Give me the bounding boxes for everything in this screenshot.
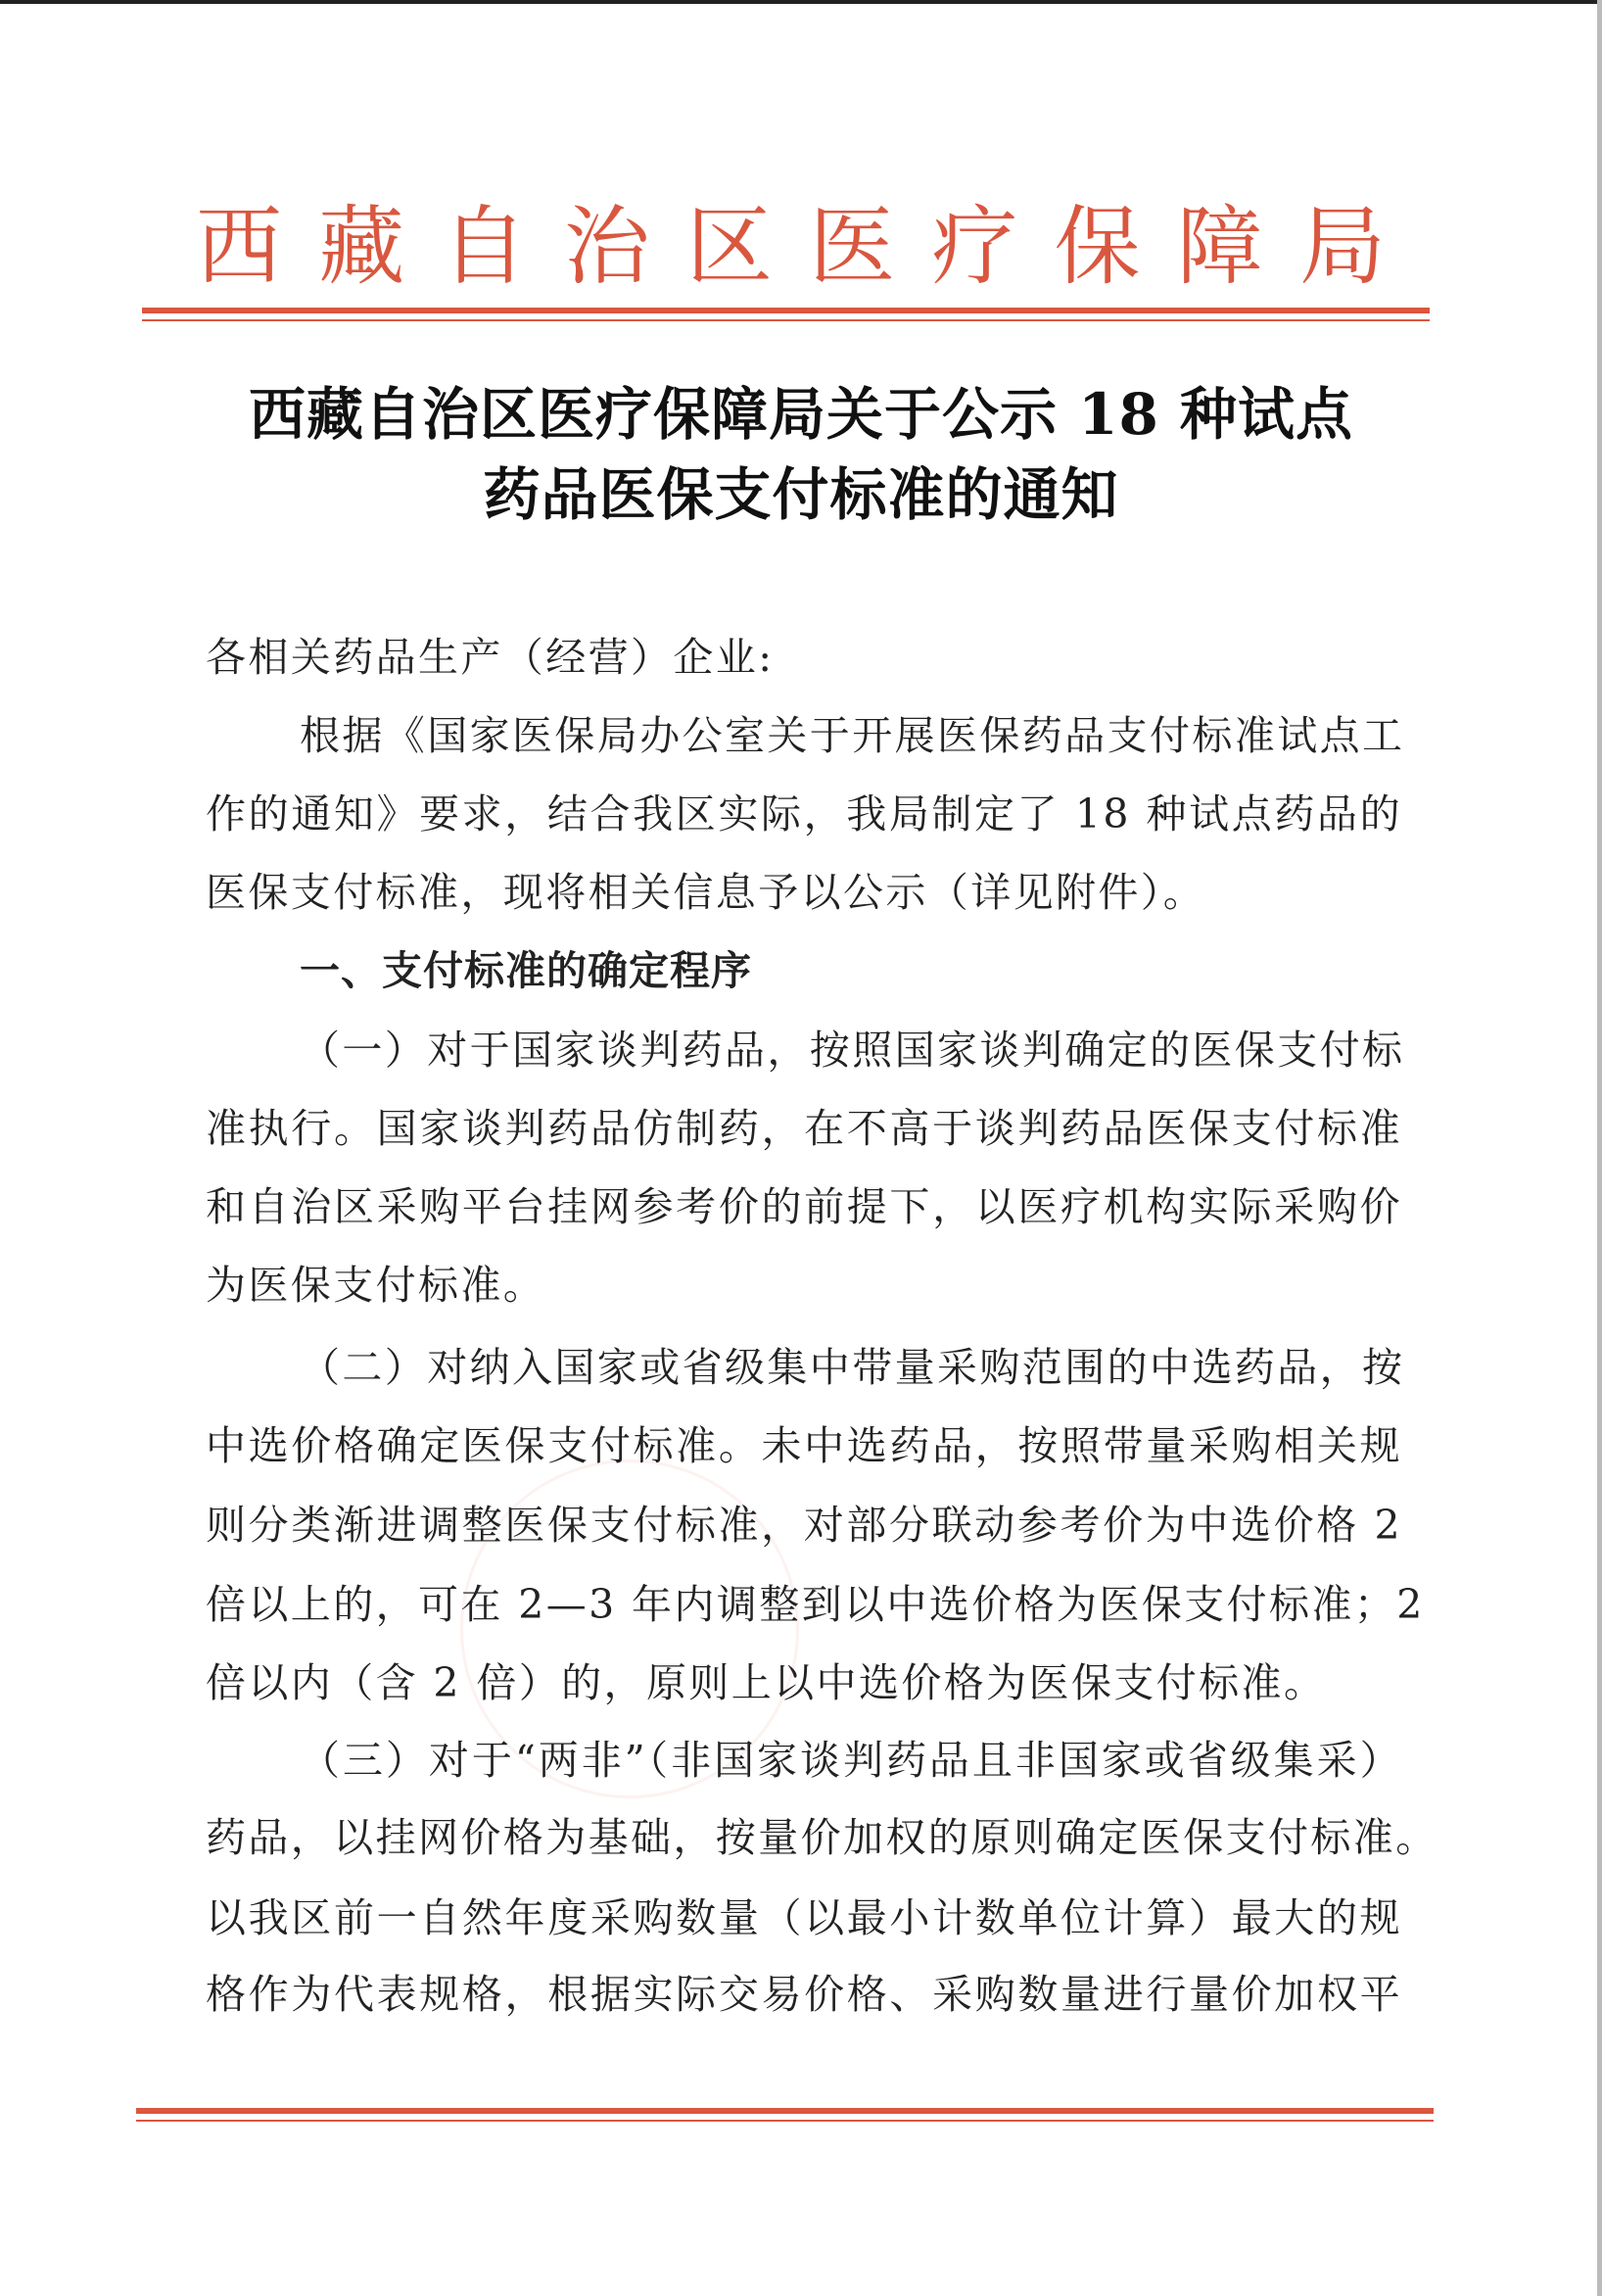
page-edge-top xyxy=(0,0,1602,4)
paragraph-line: 中选价格确定医保支付标准。未中选药品，按照带量采购相关规 xyxy=(206,1422,1402,1469)
masthead-char: 藏 xyxy=(318,196,405,297)
red-divider-thick-bottom xyxy=(136,2108,1434,2114)
paragraph-line: 作的通知》要求，结合我区实际，我局制定了 18 种试点药品的 xyxy=(206,790,1402,837)
section-heading: 一、支付标准的确定程序 xyxy=(300,947,752,994)
document-title-line-2: 药品医保支付标准的通知 xyxy=(483,461,1119,528)
paragraph-line: 倍以内（含 2 倍）的，原则上以中选价格为医保支付标准。 xyxy=(206,1659,1327,1706)
paragraph-line: 倍以上的，可在 2—3 年内调整到以中选价格为医保支付标准；2 xyxy=(206,1581,1425,1628)
red-divider-thick-top xyxy=(142,308,1430,313)
masthead-char: 治 xyxy=(563,196,650,297)
paragraph-line: （二）对纳入国家或省级集中带量采购范围的中选药品，按 xyxy=(300,1344,1405,1391)
paragraph-line: 根据《国家医保局办公室关于开展医保药品支付标准试点工 xyxy=(300,712,1405,759)
masthead-char: 障 xyxy=(1176,196,1263,297)
paragraph-line: 药品，以挂网价格为基础，按量价加权的原则确定医保支付标准。 xyxy=(206,1814,1438,1861)
paragraph-line: 为医保支付标准。 xyxy=(206,1262,546,1309)
masthead-char: 疗 xyxy=(931,196,1018,297)
red-divider-thin-bottom xyxy=(136,2120,1434,2122)
salutation: 各相关药品生产（经营）企业: xyxy=(206,634,775,681)
paragraph-line: 准执行。国家谈判药品仿制药，在不高于谈判药品医保支付标准 xyxy=(206,1105,1402,1152)
masthead-char: 西 xyxy=(196,196,283,297)
paragraph-line: （三）对于“两非”（非国家谈判药品且非国家或省级集采） xyxy=(300,1737,1402,1784)
masthead-char: 保 xyxy=(1054,196,1141,297)
paragraph-line: 以我区前一自然年度采购数量（以最小计数单位计算）最大的规 xyxy=(206,1894,1402,1941)
masthead-char: 区 xyxy=(685,196,773,297)
paragraph-line: 格作为代表规格，根据实际交易价格、采购数量进行量价加权平 xyxy=(206,1971,1402,2018)
document-title-line-1: 西藏自治区医疗保障局关于公示 18 种试点 xyxy=(248,381,1354,448)
paragraph-line: 则分类渐进调整医保支付标准，对部分联动参考价为中选价格 2 xyxy=(206,1502,1402,1549)
paragraph-line: 和自治区采购平台挂网参考价的前提下，以医疗机构实际采购价 xyxy=(206,1183,1402,1230)
paragraph-line: （一）对于国家谈判药品，按照国家谈判确定的医保支付标 xyxy=(300,1027,1405,1074)
red-divider-thin-top xyxy=(142,319,1430,321)
masthead-char: 自 xyxy=(441,196,528,297)
paragraph-line: 医保支付标准，现将相关信息予以公示（详见附件）。 xyxy=(206,869,1206,916)
masthead-char: 局 xyxy=(1298,196,1386,297)
masthead-char: 医 xyxy=(809,196,896,297)
masthead-agency-name xyxy=(196,186,1386,297)
page-edge-right xyxy=(1597,0,1602,2296)
